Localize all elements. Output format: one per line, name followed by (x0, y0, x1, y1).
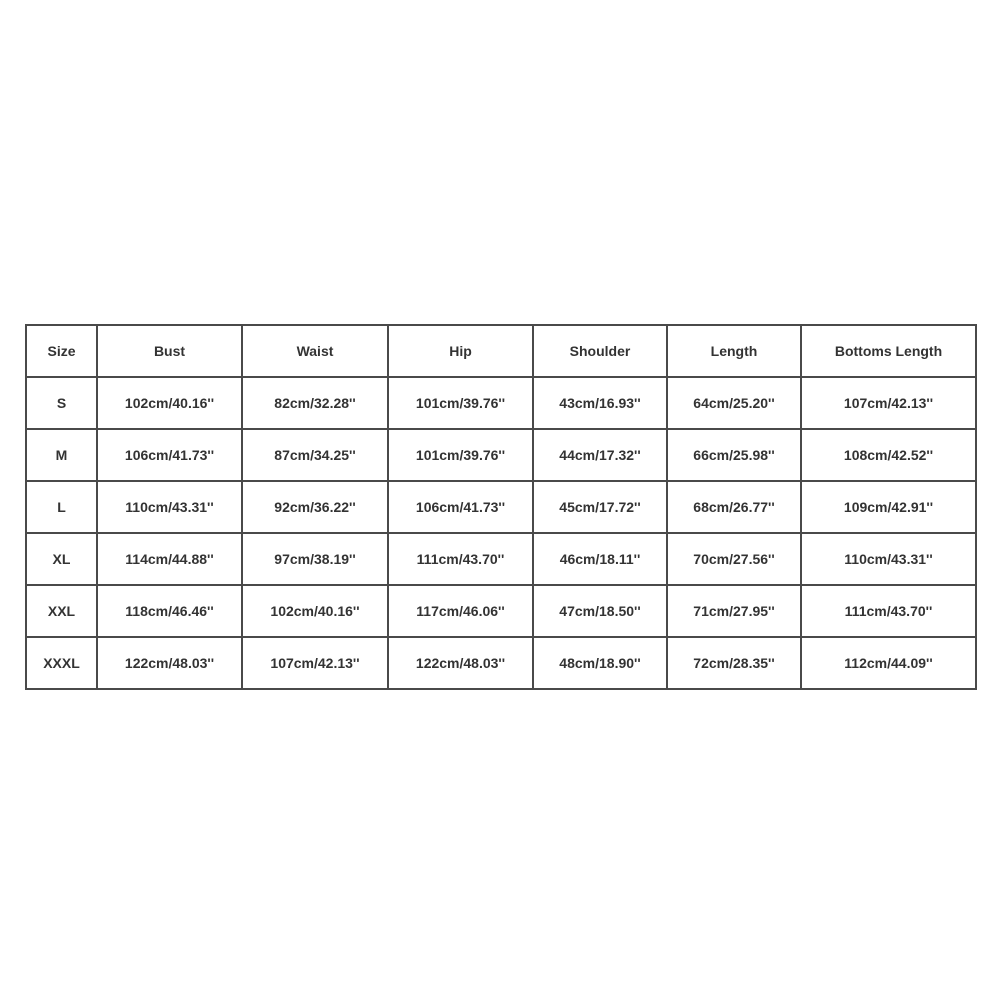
header-row (26, 325, 976, 377)
shoulder-cell: 46cm/18.11'' (533, 533, 667, 585)
bust-cell: 114cm/44.88'' (97, 533, 242, 585)
hip-cell: 101cm/39.76'' (388, 429, 533, 481)
length-cell: 71cm/27.95'' (667, 585, 801, 637)
length-cell: 66cm/25.98'' (667, 429, 801, 481)
length-cell: 72cm/28.35'' (667, 637, 801, 689)
waist-cell: 92cm/36.22'' (242, 481, 388, 533)
waist-cell: 102cm/40.16'' (242, 585, 388, 637)
hip-cell: 117cm/46.06'' (388, 585, 533, 637)
bottoms-length-cell: 112cm/44.09'' (801, 637, 976, 689)
bust-cell: 106cm/41.73'' (97, 429, 242, 481)
header-bust: Bust (97, 325, 242, 377)
table-row (26, 585, 976, 637)
table-row (26, 481, 976, 533)
bottoms-length-cell: 107cm/42.13'' (801, 377, 976, 429)
size-cell: M (26, 429, 97, 481)
shoulder-cell: 45cm/17.72'' (533, 481, 667, 533)
length-cell: 70cm/27.56'' (667, 533, 801, 585)
size-chart-table (25, 324, 977, 690)
header-hip: Hip (388, 325, 533, 377)
table-row (26, 377, 976, 429)
table-row (26, 533, 976, 585)
table-row (26, 637, 976, 689)
bust-cell: 118cm/46.46'' (97, 585, 242, 637)
bust-cell: 122cm/48.03'' (97, 637, 242, 689)
hip-cell: 106cm/41.73'' (388, 481, 533, 533)
waist-cell: 82cm/32.28'' (242, 377, 388, 429)
size-cell: XL (26, 533, 97, 585)
hip-cell: 122cm/48.03'' (388, 637, 533, 689)
hip-cell: 111cm/43.70'' (388, 533, 533, 585)
bottoms-length-cell: 111cm/43.70'' (801, 585, 976, 637)
length-cell: 68cm/26.77'' (667, 481, 801, 533)
shoulder-cell: 44cm/17.32'' (533, 429, 667, 481)
bottoms-length-cell: 110cm/43.31'' (801, 533, 976, 585)
header-waist: Waist (242, 325, 388, 377)
bottoms-length-cell: 108cm/42.52'' (801, 429, 976, 481)
waist-cell: 107cm/42.13'' (242, 637, 388, 689)
bust-cell: 102cm/40.16'' (97, 377, 242, 429)
header-size: Size (26, 325, 97, 377)
shoulder-cell: 47cm/18.50'' (533, 585, 667, 637)
size-cell: XXL (26, 585, 97, 637)
size-cell: S (26, 377, 97, 429)
hip-cell: 101cm/39.76'' (388, 377, 533, 429)
header-bottoms-length: Bottoms Length (801, 325, 976, 377)
header-shoulder: Shoulder (533, 325, 667, 377)
shoulder-cell: 43cm/16.93'' (533, 377, 667, 429)
waist-cell: 87cm/34.25'' (242, 429, 388, 481)
waist-cell: 97cm/38.19'' (242, 533, 388, 585)
size-cell: L (26, 481, 97, 533)
header-length: Length (667, 325, 801, 377)
bottoms-length-cell: 109cm/42.91'' (801, 481, 976, 533)
shoulder-cell: 48cm/18.90'' (533, 637, 667, 689)
table-row (26, 429, 976, 481)
length-cell: 64cm/25.20'' (667, 377, 801, 429)
size-cell: XXXL (26, 637, 97, 689)
bust-cell: 110cm/43.31'' (97, 481, 242, 533)
